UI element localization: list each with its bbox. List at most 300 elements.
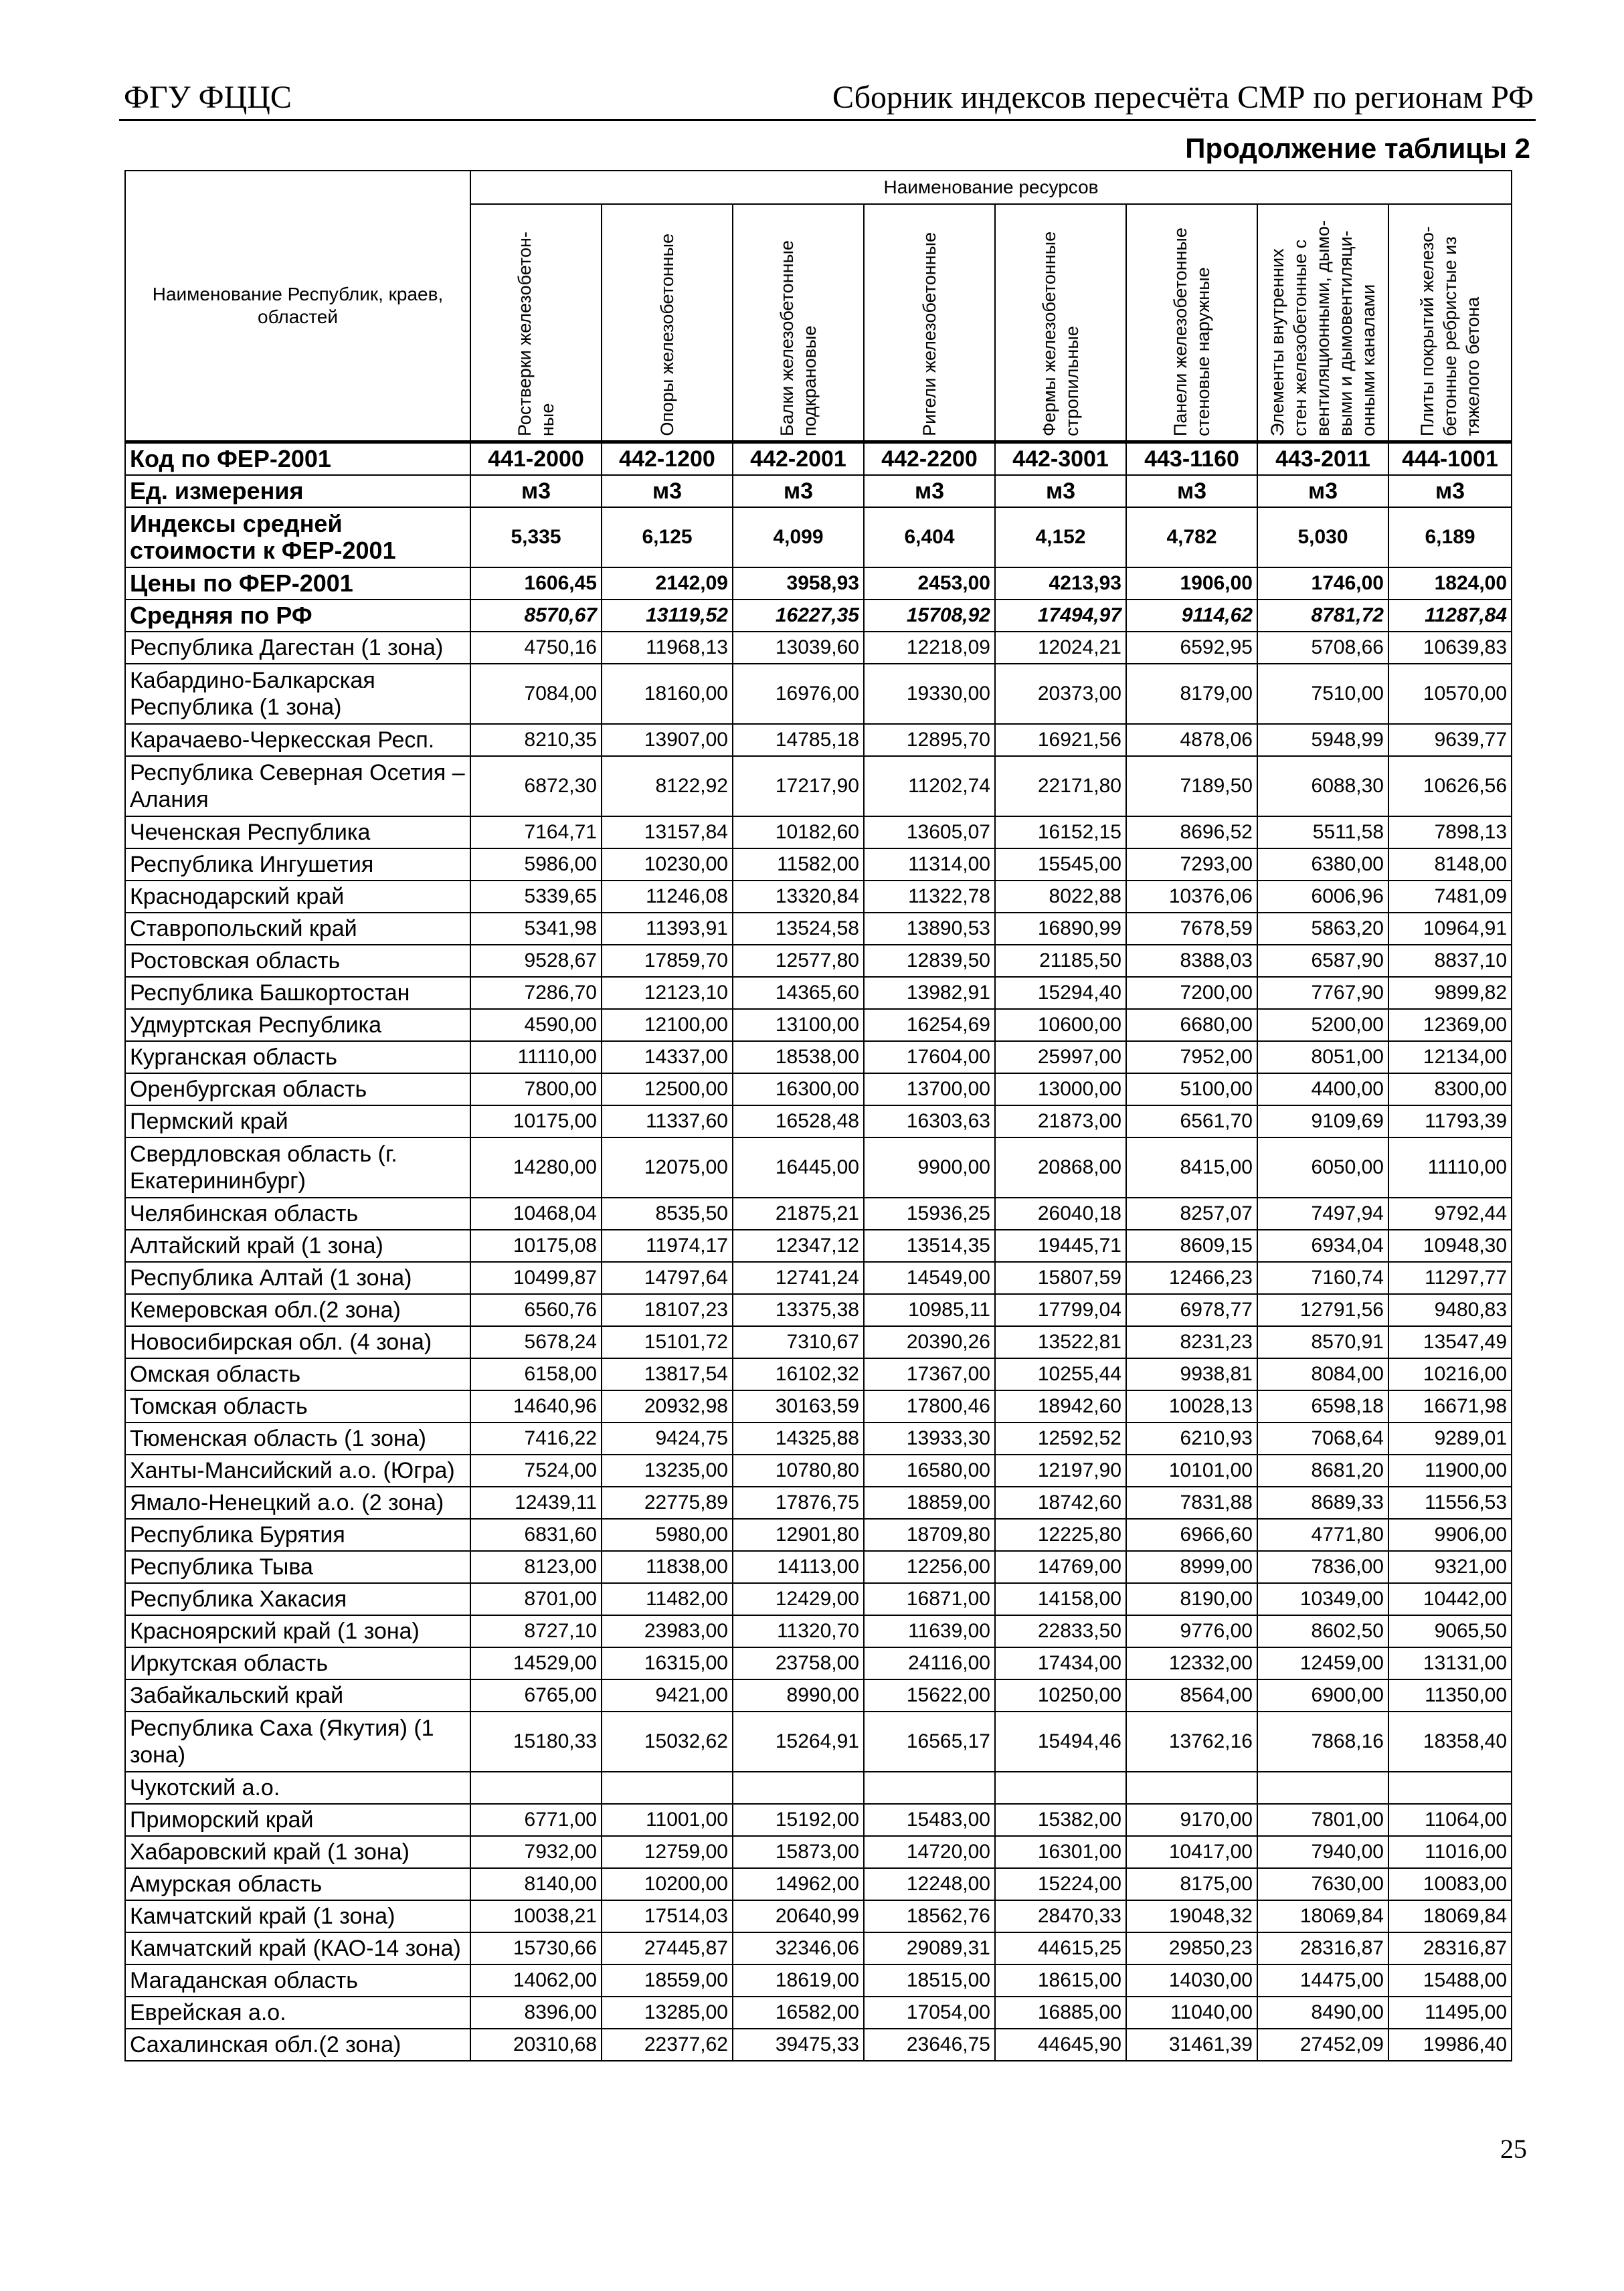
value-cell: 13514,35 bbox=[864, 1230, 995, 1262]
value-cell: 12123,10 bbox=[602, 977, 733, 1009]
value-cell: 8148,00 bbox=[1388, 848, 1512, 881]
region-row bbox=[125, 1679, 1512, 1712]
resource-column-header bbox=[602, 204, 733, 442]
value-cell: 9776,00 bbox=[1126, 1615, 1257, 1647]
value-cell: 8564,00 bbox=[1126, 1679, 1257, 1712]
value-cell: 18069,84 bbox=[1257, 1900, 1388, 1932]
row-label: Еврейская а.о. bbox=[125, 1997, 470, 2029]
region-row bbox=[125, 1294, 1512, 1326]
value-cell bbox=[1257, 1772, 1388, 1804]
value-cell: 14962,00 bbox=[733, 1868, 864, 1900]
value-cell: 9900,00 bbox=[864, 1137, 995, 1198]
value-cell: 6680,00 bbox=[1126, 1009, 1257, 1041]
value-cell: 444-1001 bbox=[1388, 442, 1512, 476]
value-cell: 11320,70 bbox=[733, 1615, 864, 1647]
value-cell: 13100,00 bbox=[733, 1009, 864, 1041]
value-cell: м3 bbox=[733, 475, 864, 507]
value-cell: 12248,00 bbox=[864, 1868, 995, 1900]
value-cell: 18742,60 bbox=[995, 1487, 1126, 1519]
row-label: Цены по ФЕР-2001 bbox=[125, 567, 470, 600]
row-label: Пермский край bbox=[125, 1105, 470, 1137]
row-label: Республика Хакасия bbox=[125, 1583, 470, 1615]
region-row bbox=[125, 1836, 1512, 1868]
value-cell: 9424,75 bbox=[602, 1423, 733, 1455]
value-cell: 7416,22 bbox=[470, 1423, 602, 1455]
average-row bbox=[125, 600, 1512, 632]
resource-column-header bbox=[733, 204, 864, 442]
value-cell: 12895,70 bbox=[864, 724, 995, 756]
value-cell: 7068,64 bbox=[1257, 1423, 1388, 1455]
value-cell: 24116,00 bbox=[864, 1647, 995, 1679]
value-cell: 18709,80 bbox=[864, 1519, 995, 1551]
value-cell: 11202,74 bbox=[864, 756, 995, 816]
value-cell: 7952,00 bbox=[1126, 1041, 1257, 1073]
row-label: Новосибирская обл. (4 зона) bbox=[125, 1326, 470, 1358]
header-rule bbox=[119, 119, 1536, 121]
value-cell: 10216,00 bbox=[1388, 1358, 1512, 1390]
resource-column-header bbox=[1388, 204, 1512, 442]
region-row bbox=[125, 1900, 1512, 1932]
value-cell: 16580,00 bbox=[864, 1455, 995, 1487]
value-cell: 16300,00 bbox=[733, 1073, 864, 1105]
value-cell: 10200,00 bbox=[602, 1868, 733, 1900]
value-cell: 27445,87 bbox=[602, 1932, 733, 1964]
value-cell: 18859,00 bbox=[864, 1487, 995, 1519]
value-cell: 1606,45 bbox=[470, 567, 602, 600]
value-cell: 16565,17 bbox=[864, 1712, 995, 1772]
value-cell: 5948,99 bbox=[1257, 724, 1388, 756]
value-cell: 16528,48 bbox=[733, 1105, 864, 1137]
region-row bbox=[125, 1455, 1512, 1487]
value-cell: 16315,00 bbox=[602, 1647, 733, 1679]
value-cell: 21875,21 bbox=[733, 1198, 864, 1230]
value-cell: 442-2200 bbox=[864, 442, 995, 476]
value-cell: 5341,98 bbox=[470, 913, 602, 945]
resource-column-label: Ригели железобетонные bbox=[919, 232, 939, 436]
value-cell: 13157,84 bbox=[602, 816, 733, 848]
row-label: Республика Северная Осетия – Алания bbox=[125, 756, 470, 816]
value-cell: 10985,11 bbox=[864, 1294, 995, 1326]
value-cell: 18358,40 bbox=[1388, 1712, 1512, 1772]
region-row bbox=[125, 1009, 1512, 1041]
value-cell: 9289,01 bbox=[1388, 1423, 1512, 1455]
value-cell: 8701,00 bbox=[470, 1583, 602, 1615]
value-cell: 16301,00 bbox=[995, 1836, 1126, 1868]
value-cell: 17217,90 bbox=[733, 756, 864, 816]
value-cell: 12577,80 bbox=[733, 945, 864, 977]
value-cell: 8602,50 bbox=[1257, 1615, 1388, 1647]
value-cell: 6088,30 bbox=[1257, 756, 1388, 816]
value-cell: 10639,83 bbox=[1388, 632, 1512, 664]
value-cell: 11393,91 bbox=[602, 913, 733, 945]
region-row bbox=[125, 1551, 1512, 1583]
value-cell: 18515,00 bbox=[864, 1964, 995, 1997]
value-cell: 9321,00 bbox=[1388, 1551, 1512, 1583]
row-label: Алтайский край (1 зона) bbox=[125, 1230, 470, 1262]
value-cell: 12218,09 bbox=[864, 632, 995, 664]
value-cell: 7189,50 bbox=[1126, 756, 1257, 816]
value-cell: 7084,00 bbox=[470, 664, 602, 724]
value-cell: 15264,91 bbox=[733, 1712, 864, 1772]
value-cell: 13907,00 bbox=[602, 724, 733, 756]
row-label: Кемеровская обл.(2 зона) bbox=[125, 1294, 470, 1326]
value-cell: 2453,00 bbox=[864, 567, 995, 600]
code-row bbox=[125, 442, 1512, 476]
value-cell: 15192,00 bbox=[733, 1804, 864, 1836]
value-cell: 12134,00 bbox=[1388, 1041, 1512, 1073]
value-cell: 15545,00 bbox=[995, 848, 1126, 881]
value-cell: 8022,88 bbox=[995, 881, 1126, 913]
row-label: Приморский край bbox=[125, 1804, 470, 1836]
region-row bbox=[125, 632, 1512, 664]
value-cell: 10038,21 bbox=[470, 1900, 602, 1932]
row-label: Чеченская Республика bbox=[125, 816, 470, 848]
value-cell: 7767,90 bbox=[1257, 977, 1388, 1009]
value-cell: 8210,35 bbox=[470, 724, 602, 756]
value-cell: 44645,90 bbox=[995, 2029, 1126, 2061]
unit-row bbox=[125, 475, 1512, 507]
value-cell: 7524,00 bbox=[470, 1455, 602, 1487]
value-cell: 10964,91 bbox=[1388, 913, 1512, 945]
value-cell: 4590,00 bbox=[470, 1009, 602, 1041]
value-cell: 11793,39 bbox=[1388, 1105, 1512, 1137]
region-column-header: Наименование Республик, краев, областей bbox=[125, 171, 470, 442]
region-row bbox=[125, 756, 1512, 816]
value-cell: 7898,13 bbox=[1388, 816, 1512, 848]
value-cell: 10182,60 bbox=[733, 816, 864, 848]
value-cell: 31461,39 bbox=[1126, 2029, 1257, 2061]
value-cell: 8179,00 bbox=[1126, 664, 1257, 724]
region-row bbox=[125, 816, 1512, 848]
value-cell: 8696,52 bbox=[1126, 816, 1257, 848]
value-cell bbox=[995, 1772, 1126, 1804]
value-cell: 13039,60 bbox=[733, 632, 864, 664]
value-cell: 21873,00 bbox=[995, 1105, 1126, 1137]
resource-column-label: Опоры железобетонные bbox=[657, 234, 677, 436]
row-label: Удмуртская Республика bbox=[125, 1009, 470, 1041]
region-row bbox=[125, 1868, 1512, 1900]
value-cell: 16582,00 bbox=[733, 1997, 864, 2029]
value-cell: 15488,00 bbox=[1388, 1964, 1512, 1997]
value-cell: 12741,24 bbox=[733, 1262, 864, 1294]
value-cell: 7831,88 bbox=[1126, 1487, 1257, 1519]
resource-column-header bbox=[864, 204, 995, 442]
row-label: Свердловская область (г. Екатерининбург) bbox=[125, 1137, 470, 1198]
value-cell: 10175,00 bbox=[470, 1105, 602, 1137]
resource-column-header bbox=[1126, 204, 1257, 442]
value-cell: 13375,38 bbox=[733, 1294, 864, 1326]
value-cell: 9899,82 bbox=[1388, 977, 1512, 1009]
value-cell: 12439,11 bbox=[470, 1487, 602, 1519]
value-cell: 23758,00 bbox=[733, 1647, 864, 1679]
value-cell: 15494,46 bbox=[995, 1712, 1126, 1772]
value-cell: 4750,16 bbox=[470, 632, 602, 664]
value-cell: 12901,80 bbox=[733, 1519, 864, 1551]
value-cell: 8257,07 bbox=[1126, 1198, 1257, 1230]
value-cell: 6765,00 bbox=[470, 1679, 602, 1712]
value-cell: 18619,00 bbox=[733, 1964, 864, 1997]
value-cell: 16871,00 bbox=[864, 1583, 995, 1615]
resources-header: Наименование ресурсов bbox=[470, 171, 1512, 204]
value-cell: 7164,71 bbox=[470, 816, 602, 848]
value-cell: 9938,81 bbox=[1126, 1358, 1257, 1390]
value-cell: 11016,00 bbox=[1388, 1836, 1512, 1868]
value-cell: 20373,00 bbox=[995, 664, 1126, 724]
value-cell: 11110,00 bbox=[1388, 1137, 1512, 1198]
value-cell: 11110,00 bbox=[470, 1041, 602, 1073]
row-label: Челябинская область bbox=[125, 1198, 470, 1230]
row-label: Забайкальский край bbox=[125, 1679, 470, 1712]
region-row bbox=[125, 1804, 1512, 1836]
value-cell: 12466,23 bbox=[1126, 1262, 1257, 1294]
value-cell: 19330,00 bbox=[864, 664, 995, 724]
region-row bbox=[125, 1073, 1512, 1105]
value-cell: 18942,60 bbox=[995, 1390, 1126, 1423]
value-cell: 8140,00 bbox=[470, 1868, 602, 1900]
row-label: Камчатский край (1 зона) bbox=[125, 1900, 470, 1932]
value-cell: 12347,12 bbox=[733, 1230, 864, 1262]
value-cell: 10570,00 bbox=[1388, 664, 1512, 724]
value-cell: 443-2011 bbox=[1257, 442, 1388, 476]
value-cell: 8689,33 bbox=[1257, 1487, 1388, 1519]
region-row bbox=[125, 1772, 1512, 1804]
value-cell: 18069,84 bbox=[1388, 1900, 1512, 1932]
region-row bbox=[125, 1647, 1512, 1679]
value-cell: 21185,50 bbox=[995, 945, 1126, 977]
value-cell: 6380,00 bbox=[1257, 848, 1388, 881]
value-cell: 11974,17 bbox=[602, 1230, 733, 1262]
row-label: Магаданская область bbox=[125, 1964, 470, 1997]
row-label: Карачаево-Черкесская Респ. bbox=[125, 724, 470, 756]
value-cell: 29850,23 bbox=[1126, 1932, 1257, 1964]
table-continuation-label: Продолжение таблицы 2 bbox=[1185, 132, 1530, 164]
resource-column-label: Фермы железобетонные стропильные bbox=[1039, 231, 1082, 436]
value-cell: 5511,58 bbox=[1257, 816, 1388, 848]
value-cell: 12100,00 bbox=[602, 1009, 733, 1041]
header-title: Сборник индексов пересчёта СМР по регионам РФ bbox=[832, 80, 1534, 115]
value-cell: 29089,31 bbox=[864, 1932, 995, 1964]
value-cell: 13000,00 bbox=[995, 1073, 1126, 1105]
value-cell: 28316,87 bbox=[1388, 1932, 1512, 1964]
value-cell: 22377,62 bbox=[602, 2029, 733, 2061]
row-label: Индексы средней стоимости к ФЕР-2001 bbox=[125, 507, 470, 567]
value-cell: 9109,69 bbox=[1257, 1105, 1388, 1137]
value-cell: 28316,87 bbox=[1257, 1932, 1388, 1964]
value-cell: 32346,06 bbox=[733, 1932, 864, 1964]
value-cell: 10255,44 bbox=[995, 1358, 1126, 1390]
value-cell: 17876,75 bbox=[733, 1487, 864, 1519]
value-cell: 11556,53 bbox=[1388, 1487, 1512, 1519]
value-cell: 12759,00 bbox=[602, 1836, 733, 1868]
region-row bbox=[125, 1615, 1512, 1647]
value-cell: 1906,00 bbox=[1126, 567, 1257, 600]
value-cell: 12369,00 bbox=[1388, 1009, 1512, 1041]
region-row bbox=[125, 2029, 1512, 2061]
row-label: Амурская область bbox=[125, 1868, 470, 1900]
value-cell: 9114,62 bbox=[1126, 600, 1257, 632]
value-cell: 10948,30 bbox=[1388, 1230, 1512, 1262]
value-cell: 6006,96 bbox=[1257, 881, 1388, 913]
value-cell: 16885,00 bbox=[995, 1997, 1126, 2029]
value-cell: 12429,00 bbox=[733, 1583, 864, 1615]
value-cell: 7200,00 bbox=[1126, 977, 1257, 1009]
value-cell: 17799,04 bbox=[995, 1294, 1126, 1326]
resource-column-label: Балки железобетонные подкрановые bbox=[777, 240, 820, 436]
value-cell: 16254,69 bbox=[864, 1009, 995, 1041]
value-cell: м3 bbox=[602, 475, 733, 507]
value-cell: 10349,00 bbox=[1257, 1583, 1388, 1615]
value-cell: 22775,89 bbox=[602, 1487, 733, 1519]
value-cell: 9065,50 bbox=[1388, 1615, 1512, 1647]
value-cell: м3 bbox=[1126, 475, 1257, 507]
value-cell: 27452,09 bbox=[1257, 2029, 1388, 2061]
value-cell: 20310,68 bbox=[470, 2029, 602, 2061]
value-cell: 5863,20 bbox=[1257, 913, 1388, 945]
row-label: Чукотский а.о. bbox=[125, 1772, 470, 1804]
value-cell: 6592,95 bbox=[1126, 632, 1257, 664]
value-cell: 8490,00 bbox=[1257, 1997, 1388, 2029]
value-cell: 12256,00 bbox=[864, 1551, 995, 1583]
value-cell: 16445,00 bbox=[733, 1137, 864, 1198]
value-cell: 6,189 bbox=[1388, 507, 1512, 567]
row-label: Республика Бурятия bbox=[125, 1519, 470, 1551]
value-cell: 8231,23 bbox=[1126, 1326, 1257, 1358]
row-label: Сахалинская обл.(2 зона) bbox=[125, 2029, 470, 2061]
row-label: Ставропольский край bbox=[125, 913, 470, 945]
value-cell: 15382,00 bbox=[995, 1804, 1126, 1836]
region-row bbox=[125, 1262, 1512, 1294]
region-row bbox=[125, 1964, 1512, 1997]
value-cell: 20868,00 bbox=[995, 1137, 1126, 1198]
region-row bbox=[125, 945, 1512, 977]
region-row bbox=[125, 1712, 1512, 1772]
row-label: Ханты-Мансийский а.о. (Югра) bbox=[125, 1455, 470, 1487]
value-cell: 7630,00 bbox=[1257, 1868, 1388, 1900]
value-cell: 11246,08 bbox=[602, 881, 733, 913]
value-cell: 16303,63 bbox=[864, 1105, 995, 1137]
value-cell: 10600,00 bbox=[995, 1009, 1126, 1041]
row-label: Краснодарский край bbox=[125, 881, 470, 913]
value-cell: 9906,00 bbox=[1388, 1519, 1512, 1551]
row-label: Ростовская область bbox=[125, 945, 470, 977]
value-cell: 7310,67 bbox=[733, 1326, 864, 1358]
value-cell: 442-3001 bbox=[995, 442, 1126, 476]
value-cell: 18562,76 bbox=[864, 1900, 995, 1932]
value-cell: м3 bbox=[995, 475, 1126, 507]
value-cell: 4400,00 bbox=[1257, 1073, 1388, 1105]
row-label: Тюменская область (1 зона) bbox=[125, 1423, 470, 1455]
value-cell: 9639,77 bbox=[1388, 724, 1512, 756]
value-cell: 11639,00 bbox=[864, 1615, 995, 1647]
value-cell: 5986,00 bbox=[470, 848, 602, 881]
value-cell: 6934,04 bbox=[1257, 1230, 1388, 1262]
value-cell: 16152,15 bbox=[995, 816, 1126, 848]
value-cell: м3 bbox=[864, 475, 995, 507]
value-cell bbox=[470, 1772, 602, 1804]
value-cell: 12592,52 bbox=[995, 1423, 1126, 1455]
value-cell: 14062,00 bbox=[470, 1964, 602, 1997]
value-cell: 10101,00 bbox=[1126, 1455, 1257, 1487]
value-cell: 11900,00 bbox=[1388, 1455, 1512, 1487]
row-label: Республика Ингушетия bbox=[125, 848, 470, 881]
value-cell: 13762,16 bbox=[1126, 1712, 1257, 1772]
value-cell: 4,152 bbox=[995, 507, 1126, 567]
region-row bbox=[125, 1519, 1512, 1551]
value-cell: 12459,00 bbox=[1257, 1647, 1388, 1679]
value-cell: 15294,40 bbox=[995, 977, 1126, 1009]
value-cell bbox=[733, 1772, 864, 1804]
value-cell: 11314,00 bbox=[864, 848, 995, 881]
value-cell: 14549,00 bbox=[864, 1262, 995, 1294]
value-cell: 6831,60 bbox=[470, 1519, 602, 1551]
value-cell: 9792,44 bbox=[1388, 1198, 1512, 1230]
value-cell: 2142,09 bbox=[602, 567, 733, 600]
value-cell: 11287,84 bbox=[1388, 600, 1512, 632]
value-cell: 14030,00 bbox=[1126, 1964, 1257, 1997]
value-cell: 17859,70 bbox=[602, 945, 733, 977]
value-cell: 8990,00 bbox=[733, 1679, 864, 1712]
value-cell: 4771,80 bbox=[1257, 1519, 1388, 1551]
value-cell: 14325,88 bbox=[733, 1423, 864, 1455]
value-cell: 13320,84 bbox=[733, 881, 864, 913]
value-cell: 14158,00 bbox=[995, 1583, 1126, 1615]
value-cell bbox=[602, 1772, 733, 1804]
value-cell: 13119,52 bbox=[602, 600, 733, 632]
value-cell: 8396,00 bbox=[470, 1997, 602, 2029]
value-cell: 8084,00 bbox=[1257, 1358, 1388, 1390]
value-cell: 7800,00 bbox=[470, 1073, 602, 1105]
value-cell: 12839,50 bbox=[864, 945, 995, 977]
resource-column-header bbox=[995, 204, 1126, 442]
value-cell: 13605,07 bbox=[864, 816, 995, 848]
value-cell: 17604,00 bbox=[864, 1041, 995, 1073]
value-cell: 19445,71 bbox=[995, 1230, 1126, 1262]
value-cell: 9528,67 bbox=[470, 945, 602, 977]
value-cell: 20390,26 bbox=[864, 1326, 995, 1358]
value-cell: 6,125 bbox=[602, 507, 733, 567]
row-label: Средняя по РФ bbox=[125, 600, 470, 632]
value-cell: 7868,16 bbox=[1257, 1712, 1388, 1772]
row-label: Республика Дагестан (1 зона) bbox=[125, 632, 470, 664]
value-cell: 7940,00 bbox=[1257, 1836, 1388, 1868]
value-cell: 11337,60 bbox=[602, 1105, 733, 1137]
value-cell: 6561,70 bbox=[1126, 1105, 1257, 1137]
row-label: Красноярский край (1 зона) bbox=[125, 1615, 470, 1647]
value-cell: 14785,18 bbox=[733, 724, 864, 756]
value-cell: 7932,00 bbox=[470, 1836, 602, 1868]
row-label: Код по ФЕР-2001 bbox=[125, 442, 470, 476]
value-cell: 8415,00 bbox=[1126, 1137, 1257, 1198]
value-cell bbox=[864, 1772, 995, 1804]
value-cell: 11968,13 bbox=[602, 632, 733, 664]
value-cell: 18615,00 bbox=[995, 1964, 1126, 1997]
row-label: Ед. измерения bbox=[125, 475, 470, 507]
value-cell: 8781,72 bbox=[1257, 600, 1388, 632]
value-cell: 13547,49 bbox=[1388, 1326, 1512, 1358]
value-cell: 7510,00 bbox=[1257, 664, 1388, 724]
region-row bbox=[125, 913, 1512, 945]
value-cell: 20932,98 bbox=[602, 1390, 733, 1423]
value-cell: 17434,00 bbox=[995, 1647, 1126, 1679]
value-cell: 11838,00 bbox=[602, 1551, 733, 1583]
value-cell: 22833,50 bbox=[995, 1615, 1126, 1647]
value-cell: 7678,59 bbox=[1126, 913, 1257, 945]
value-cell: 10175,08 bbox=[470, 1230, 602, 1262]
value-cell: 10376,06 bbox=[1126, 881, 1257, 913]
region-row bbox=[125, 977, 1512, 1009]
value-cell: 10468,04 bbox=[470, 1198, 602, 1230]
value-cell: 6872,30 bbox=[470, 756, 602, 816]
